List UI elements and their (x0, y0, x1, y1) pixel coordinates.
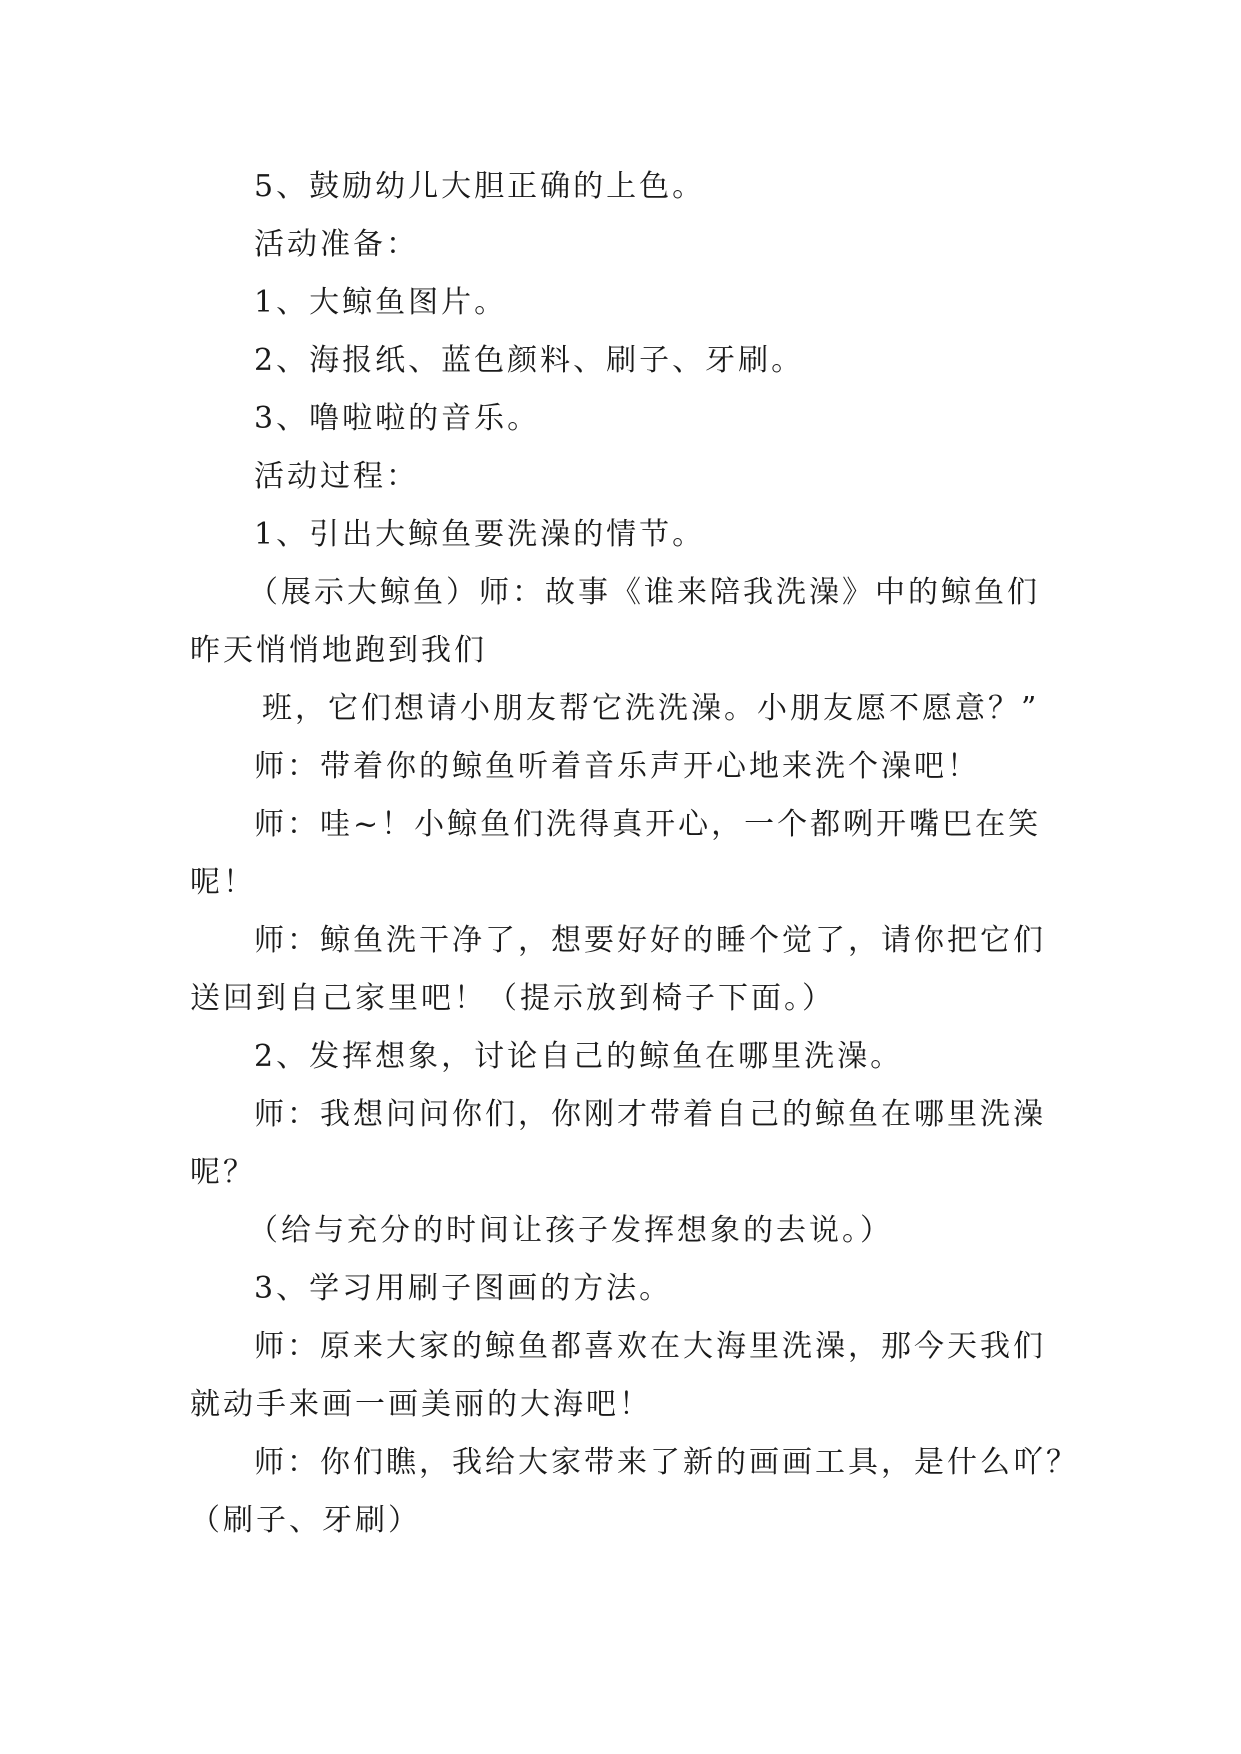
paragraph-line: 2、海报纸、蓝色颜料、刷子、牙刷。 (254, 343, 805, 378)
paragraph-line: 师：哇~！小鲸鱼们洗得真开心，一个都咧开嘴巴在笑 (254, 807, 1042, 842)
paragraph-line: 师：我想问问你们，你刚才带着自己的鲸鱼在哪里洗澡 (254, 1097, 1046, 1132)
paragraph-line: 送回到自己家里吧！（提示放到椅子下面。） (190, 981, 835, 1016)
paragraph-line: 就动手来画一画美丽的大海吧！ (190, 1387, 652, 1422)
paragraph-line: 呢！ (190, 865, 256, 900)
section-heading-process: 活动过程： (254, 459, 419, 494)
paragraph-line: 3、学习用刷子图画的方法。 (254, 1271, 673, 1306)
paragraph-line: （刷子、牙刷） (190, 1503, 421, 1538)
paragraph-line: 师：带着你的鲸鱼听着音乐声开心地来洗个澡吧！ (254, 749, 980, 784)
paragraph-line: 1、引出大鲸鱼要洗澡的情节。 (254, 517, 706, 552)
paragraph-line: 师：鲸鱼洗干净了，想要好好的睡个觉了，请你把它们 (254, 923, 1046, 958)
paragraph-line: 5、鼓励幼儿大胆正确的上色。 (254, 169, 706, 204)
paragraph-line: 呢？ (190, 1155, 256, 1190)
paragraph-line: 3、噜啦啦的音乐。 (254, 401, 541, 436)
paragraph-line: 班，它们想请小朋友帮它洗洗澡。小朋友愿不愿意？” (262, 691, 1040, 726)
paragraph-line: 昨天悄悄地跑到我们 (190, 633, 487, 668)
document-body (190, 158, 1079, 1550)
paragraph-line: 2、发挥想象，讨论自己的鲸鱼在哪里洗澡。 (254, 1039, 904, 1074)
section-heading-preparation: 活动准备： (254, 227, 419, 262)
paragraph-line: （展示大鲸鱼）师：故事《谁来陪我洗澡》中的鲸鱼们 (248, 575, 1040, 610)
paragraph-line: 1、大鲸鱼图片。 (254, 285, 508, 320)
paragraph-line: 师：你们瞧，我给大家带来了新的画画工具，是什么吖？ (254, 1445, 1079, 1480)
paragraph-line: （给与充分的时间让孩子发挥想象的去说。） (248, 1213, 893, 1248)
paragraph-line: 师：原来大家的鲸鱼都喜欢在大海里洗澡，那今天我们 (254, 1329, 1046, 1364)
